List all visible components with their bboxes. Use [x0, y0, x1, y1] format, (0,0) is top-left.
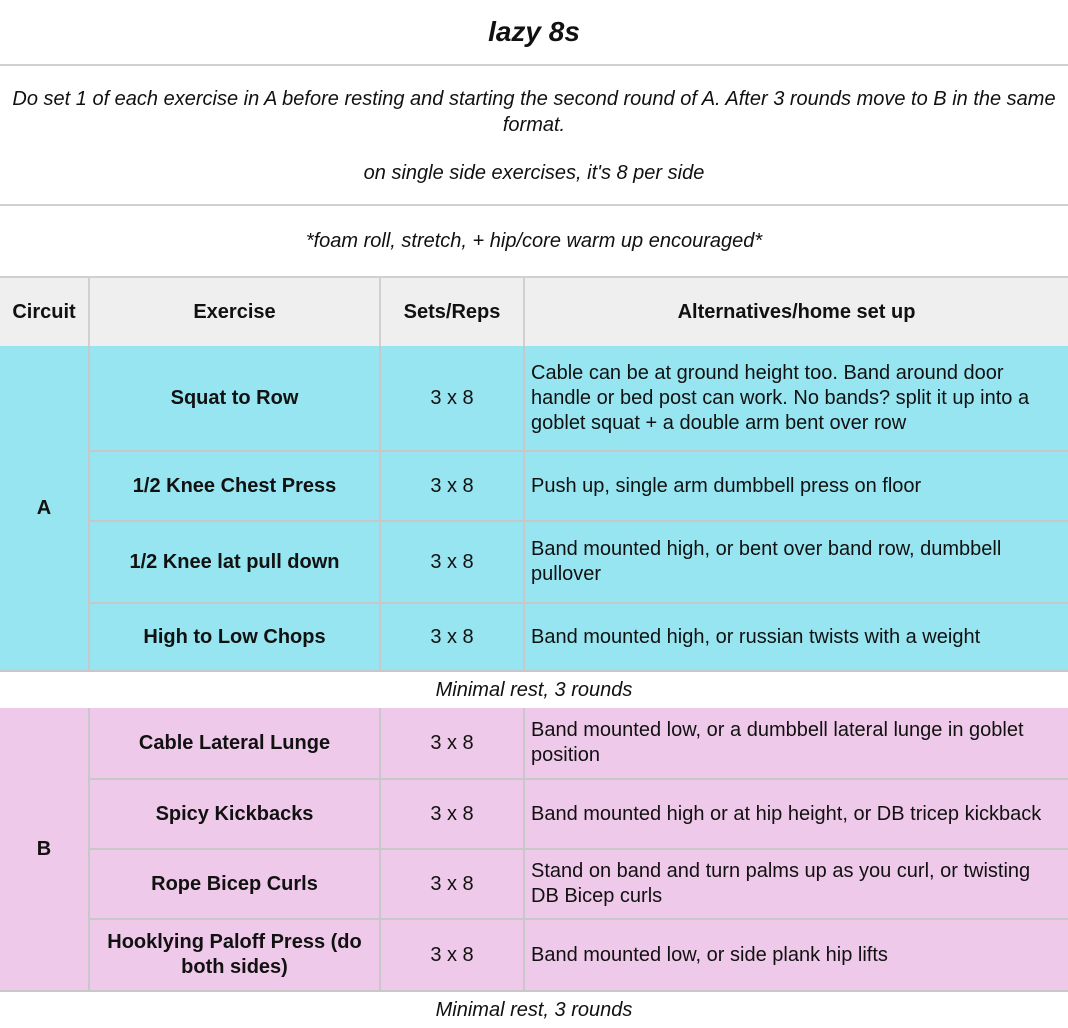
- alternative-text: [525, 604, 1068, 672]
- alternative-text: [525, 452, 1068, 522]
- sets-reps: 3 x 8: [381, 708, 525, 780]
- alternative-label: Stand on band and turn palms up as you curl, or twisting DB Bicep curls: [531, 860, 1031, 907]
- alternative-label: Band mounted high, or bent over band row, dumbbell pullover: [531, 538, 1002, 585]
- header-alternatives: Alternatives/home set up: [525, 276, 1068, 346]
- alternative-text: [525, 346, 1068, 452]
- circuit-label-b: B: [0, 708, 90, 992]
- alternative-label: Band mounted low, or side plank hip lifts: [531, 943, 888, 966]
- rest-note-b: Minimal rest, 3 rounds: [435, 998, 633, 1021]
- alternative-label: Band mounted high or at hip height, or DB tricep kickback: [531, 802, 1042, 825]
- instructions-text: Do set 1 of each exercise in A before resting and starting the second round of A. After 3 rounds move to B in the same format.: [12, 88, 1056, 136]
- alternative-text: [525, 708, 1068, 780]
- page-title: lazy 8s: [0, 0, 1068, 66]
- alternative-label: Push up, single arm dumbbell press on floor: [531, 474, 922, 497]
- exercise-name: Squat to Row: [90, 346, 381, 452]
- exercise-name: Cable Lateral Lunge: [90, 708, 381, 780]
- alternative-text: [525, 920, 1068, 992]
- alternative-label: Band mounted high, or russian twists with a weight: [531, 625, 981, 648]
- sets-reps: 3 x 8: [381, 780, 525, 850]
- alternative-text: [525, 780, 1068, 850]
- rest-note-a: Minimal rest, 3 rounds: [435, 678, 633, 701]
- sets-reps: 3 x 8: [381, 604, 525, 672]
- header-sets-reps: Sets/Reps: [381, 276, 525, 346]
- sets-reps: 3 x 8: [381, 452, 525, 522]
- alternative-label: Cable can be at ground height too. Band around door handle or bed post can work. No bands? split it up into a goblet squat + a double arm bent over row: [531, 361, 1030, 434]
- alternative-label: Band mounted low, or a dumbbell lateral lunge in goblet position: [531, 719, 1024, 766]
- circuit-label-a: A: [0, 346, 90, 672]
- alternative-text: [525, 850, 1068, 920]
- sets-reps: 3 x 8: [381, 346, 525, 452]
- exercise-name: 1/2 Knee lat pull down: [90, 522, 381, 604]
- exercise-name: High to Low Chops: [90, 604, 381, 672]
- exercise-name: Hooklying Paloff Press (do both sides): [90, 920, 381, 992]
- header-circuit: Circuit: [0, 276, 90, 346]
- single-side-note: on single side exercises, it's 8 per side: [363, 162, 705, 184]
- exercise-name: 1/2 Knee Chest Press: [90, 452, 381, 522]
- sets-reps: 3 x 8: [381, 850, 525, 920]
- alternative-text: [525, 522, 1068, 604]
- sets-reps: 3 x 8: [381, 920, 525, 992]
- instructions-block: [0, 66, 1068, 206]
- exercise-name: Spicy Kickbacks: [90, 780, 381, 850]
- sets-reps: 3 x 8: [381, 522, 525, 604]
- warmup-note: *foam roll, stretch, + hip/core warm up encouraged*: [305, 229, 763, 252]
- header-exercise: Exercise: [90, 276, 381, 346]
- exercise-name: Rope Bicep Curls: [90, 850, 381, 920]
